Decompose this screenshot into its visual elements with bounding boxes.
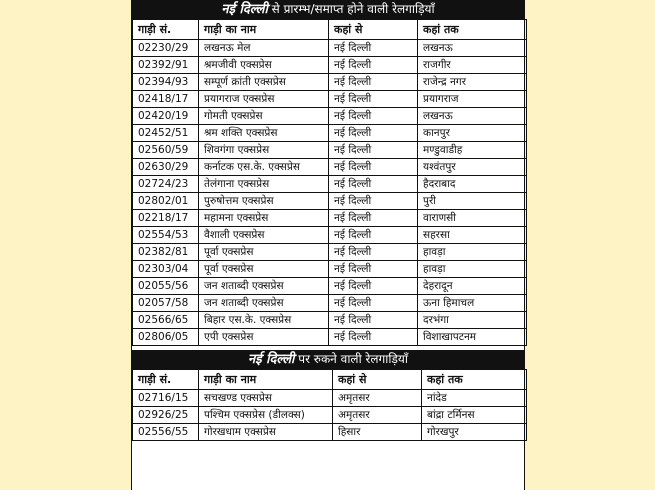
train-name: एपी एक्सप्रेस — [199, 329, 329, 346]
table-row — [133, 295, 527, 312]
table-row — [133, 244, 527, 261]
table-header-row — [133, 20, 527, 40]
train-name: शिवगंगा एक्सप्रेस — [199, 142, 329, 159]
origin: नई दिल्ली — [329, 74, 418, 91]
table-row — [133, 390, 527, 407]
table-row — [133, 125, 527, 142]
table-row — [133, 227, 527, 244]
destination: वाराणसी — [418, 210, 527, 227]
table-row — [133, 312, 527, 329]
train-number: 02452/51 — [133, 125, 199, 142]
table-row — [133, 424, 527, 441]
origin: अमृतसर — [333, 407, 422, 424]
destination: मण्डुवाडीह — [418, 142, 527, 159]
train-name: जन शताब्दी एक्सप्रेस — [199, 295, 329, 312]
column-header: कहां से — [333, 370, 422, 390]
train-number: 02218/17 — [133, 210, 199, 227]
origin: नई दिल्ली — [329, 57, 418, 74]
destination: हावड़ा — [418, 244, 527, 261]
train-number: 02303/04 — [133, 261, 199, 278]
train-name: लखनऊ मेल — [199, 40, 329, 57]
destination: लखनऊ — [418, 108, 527, 125]
table-row — [133, 74, 527, 91]
destination: दरभंगा — [418, 312, 527, 329]
train-number: 02382/81 — [133, 244, 199, 261]
train-name: गोमती एक्सप्रेस — [199, 108, 329, 125]
destination: प्रयागराज — [418, 91, 527, 108]
train-number: 02418/17 — [133, 91, 199, 108]
section1-title-bold: नई दिल्ली — [221, 2, 268, 17]
table-row — [133, 91, 527, 108]
origin: नई दिल्ली — [329, 176, 418, 193]
origin: नई दिल्ली — [329, 295, 418, 312]
train-name: महामना एक्सप्रेस — [199, 210, 329, 227]
train-name: प्रयागराज एक्सप्रेस — [199, 91, 329, 108]
train-name: कर्नाटक एस.के. एक्सप्रेस — [199, 159, 329, 176]
table-row — [133, 108, 527, 125]
section2-table-body — [133, 370, 527, 441]
origin: नई दिल्ली — [329, 210, 418, 227]
section2-table — [132, 369, 527, 441]
train-name: पश्चिम एक्सप्रेस (डीलक्स) — [199, 407, 333, 424]
column-header: गाड़ी सं. — [133, 20, 199, 40]
origin: नई दिल्ली — [329, 261, 418, 278]
origin: नई दिल्ली — [329, 193, 418, 210]
table-row — [133, 407, 527, 424]
train-number: 02392/91 — [133, 57, 199, 74]
table-row — [133, 159, 527, 176]
column-header: कहां तक — [422, 370, 527, 390]
origin: नई दिल्ली — [329, 312, 418, 329]
destination: नांदेड — [422, 390, 527, 407]
destination: देहरादून — [418, 278, 527, 295]
origin: नई दिल्ली — [329, 244, 418, 261]
destination: गोरखपुर — [422, 424, 527, 441]
origin: नई दिल्ली — [329, 142, 418, 159]
train-number: 02806/05 — [133, 329, 199, 346]
train-number: 02630/29 — [133, 159, 199, 176]
origin: नई दिल्ली — [329, 108, 418, 125]
column-header: गाड़ी का नाम — [199, 20, 329, 40]
destination: हावड़ा — [418, 261, 527, 278]
section1-table — [132, 19, 527, 346]
train-number: 02926/25 — [133, 407, 199, 424]
column-header: कहां से — [329, 20, 418, 40]
column-header: गाड़ी सं. — [133, 370, 199, 390]
train-name: पूर्वा एक्सप्रेस — [199, 244, 329, 261]
destination: पुरी — [418, 193, 527, 210]
train-name: श्रम शक्ति एक्सप्रेस — [199, 125, 329, 142]
train-number: 02802/01 — [133, 193, 199, 210]
destination: विशाखापटनम — [418, 329, 527, 346]
destination: कानपुर — [418, 125, 527, 142]
table-row — [133, 193, 527, 210]
destination: लखनऊ — [418, 40, 527, 57]
train-number: 02716/15 — [133, 390, 199, 407]
origin: नई दिल्ली — [329, 159, 418, 176]
column-header: गाड़ी का नाम — [199, 370, 333, 390]
train-number: 02724/23 — [133, 176, 199, 193]
destination: राजगीर — [418, 57, 527, 74]
section1-table-body — [133, 20, 527, 346]
origin: हिसार — [333, 424, 422, 441]
section1-title — [132, 0, 524, 19]
column-header: कहां तक — [418, 20, 527, 40]
train-number: 02556/55 — [133, 424, 199, 441]
origin: नई दिल्ली — [329, 125, 418, 142]
destination: सहरसा — [418, 227, 527, 244]
destination: यश्वंतपुर — [418, 159, 527, 176]
table-row — [133, 40, 527, 57]
origin: अमृतसर — [333, 390, 422, 407]
origin: नई दिल्ली — [329, 40, 418, 57]
section2-title — [132, 350, 524, 369]
train-name: पुरुषोत्तम एक्सप्रेस — [199, 193, 329, 210]
section1-title-rest: से प्रारम्भ/समाप्त होने वाली रेलगाड़ियाँ — [267, 2, 435, 16]
train-number: 02554/53 — [133, 227, 199, 244]
train-name: जन शताब्दी एक्सप्रेस — [199, 278, 329, 295]
destination: राजेन्द्र नगर — [418, 74, 527, 91]
table-row — [133, 210, 527, 227]
section2-title-rest: पर रुकने वाली रेलगाड़ियाँ — [294, 352, 408, 366]
train-name: वैशाली एक्सप्रेस — [199, 227, 329, 244]
table-row — [133, 261, 527, 278]
table-row — [133, 278, 527, 295]
destination: बांद्रा टर्मिनस — [422, 407, 527, 424]
train-number: 02055/56 — [133, 278, 199, 295]
destination: हैदराबाद — [418, 176, 527, 193]
origin: नई दिल्ली — [329, 278, 418, 295]
table-header-row — [133, 370, 527, 390]
train-number: 02566/65 — [133, 312, 199, 329]
table-row — [133, 142, 527, 159]
train-number: 02560/59 — [133, 142, 199, 159]
train-name: श्रमजीवी एक्सप्रेस — [199, 57, 329, 74]
train-number: 02394/93 — [133, 74, 199, 91]
section2-title-bold: नई दिल्ली — [247, 352, 295, 367]
train-list-sheet — [131, 0, 525, 490]
origin: नई दिल्ली — [329, 91, 418, 108]
train-name: तेलंगाना एक्सप्रेस — [199, 176, 329, 193]
train-number: 02420/19 — [133, 108, 199, 125]
origin: नई दिल्ली — [329, 329, 418, 346]
origin: नई दिल्ली — [329, 227, 418, 244]
train-number: 02230/29 — [133, 40, 199, 57]
train-name: बिहार एस.के. एक्सप्रेस — [199, 312, 329, 329]
train-name: सम्पूर्ण क्रांती एक्सप्रेस — [199, 74, 329, 91]
table-row — [133, 57, 527, 74]
table-row — [133, 176, 527, 193]
table-row — [133, 329, 527, 346]
train-name: सचखण्ड एक्सप्रेस — [199, 390, 333, 407]
train-name: पूर्वा एक्सप्रेस — [199, 261, 329, 278]
destination: ऊना हिमाचल — [418, 295, 527, 312]
train-name: गोरखधाम एक्सप्रेस — [199, 424, 333, 441]
train-number: 02057/58 — [133, 295, 199, 312]
